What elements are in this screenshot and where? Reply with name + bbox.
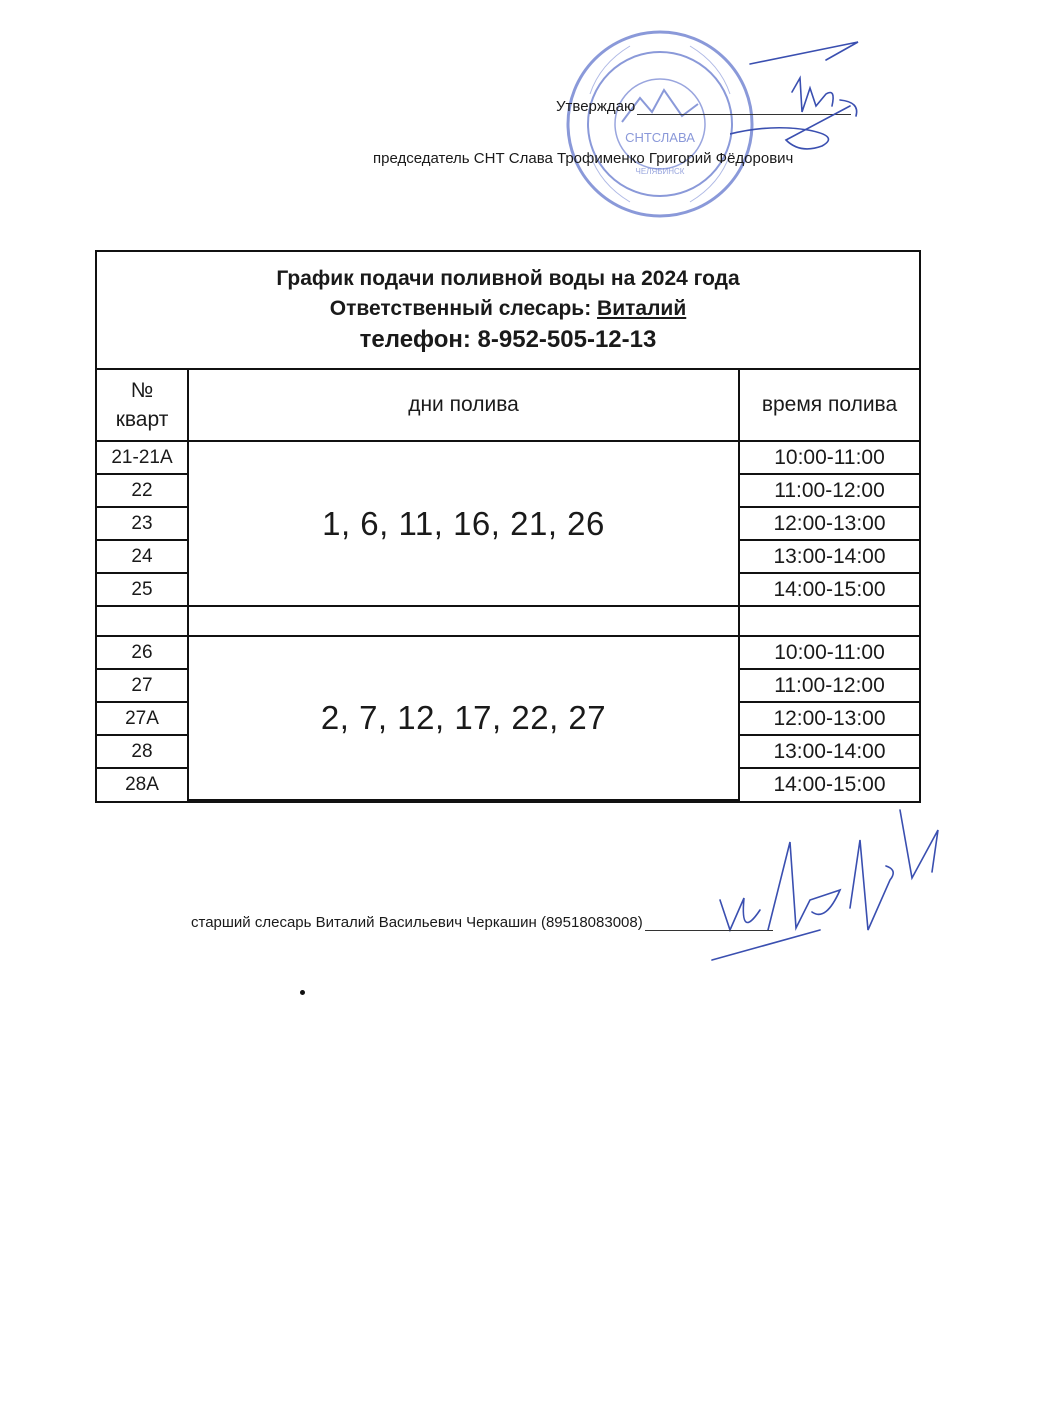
time-cell: 13:00-14:00 (739, 540, 919, 573)
header-time: время полива (739, 370, 919, 441)
header-days: дни полива (188, 370, 739, 441)
quarter-cell: 21-21А (97, 441, 188, 474)
quarter-cell: 25 (97, 573, 188, 606)
quarter-cell: 24 (97, 540, 188, 573)
quarter-cell: 22 (97, 474, 188, 507)
separator-cell (97, 606, 188, 636)
senior-fitter-caption: старший слесарь Виталий Васильевич Черкашин (89518083008) (191, 914, 643, 931)
time-cell: 12:00-13:00 (739, 507, 919, 540)
responsible-name: Виталий (597, 297, 687, 320)
time-cell: 14:00-15:00 (739, 768, 919, 800)
quarter-cell: 28А (97, 768, 188, 800)
svg-text:СНТСЛАВА: СНТСЛАВА (625, 130, 695, 145)
quarter-cell: 26 (97, 636, 188, 669)
stray-mark (300, 990, 305, 995)
quarter-cell: 23 (97, 507, 188, 540)
responsible-line (330, 298, 687, 319)
time-cell: 12:00-13:00 (739, 702, 919, 735)
watering-schedule (95, 250, 921, 803)
time-cell: 10:00-11:00 (739, 441, 919, 474)
time-cell: 11:00-12:00 (739, 669, 919, 702)
senior-fitter-line (191, 914, 773, 931)
schedule-title: График подачи поливной воды на 2024 года (276, 267, 740, 290)
svg-text:ЧЕЛЯБИНСК: ЧЕЛЯБИНСК (635, 167, 685, 176)
quarter-cell: 28 (97, 735, 188, 768)
chairman-signature (730, 30, 950, 160)
chairman-caption: председатель СНТ Слава Трофименко Григорий Фёдорович (373, 150, 794, 167)
time-cell: 14:00-15:00 (739, 573, 919, 606)
time-cell: 13:00-14:00 (739, 735, 919, 768)
header-quarter (97, 370, 188, 441)
senior-fitter-signature (700, 780, 960, 970)
quarter-cell: 27 (97, 669, 188, 702)
signature-underline (645, 916, 773, 931)
time-cell: 10:00-11:00 (739, 636, 919, 669)
approval-label: Утверждаю (556, 98, 636, 115)
separator-cell (739, 606, 919, 636)
header-quarter-line2: кварт (115, 408, 169, 431)
responsible-label: Ответственный слесарь: (329, 297, 598, 320)
quarter-cell: 27А (97, 702, 188, 735)
watering-days-group2: 2, 7, 12, 17, 22, 27 (188, 636, 739, 800)
separator-cell (188, 606, 739, 636)
time-cell: 11:00-12:00 (739, 474, 919, 507)
phone-line: телефон: 8-952-505-12-13 (359, 326, 657, 353)
schedule-table (97, 370, 919, 801)
schedule-header (97, 252, 919, 370)
header-quarter-line1: № (130, 378, 154, 402)
watering-days-group1: 1, 6, 11, 16, 21, 26 (188, 441, 739, 606)
